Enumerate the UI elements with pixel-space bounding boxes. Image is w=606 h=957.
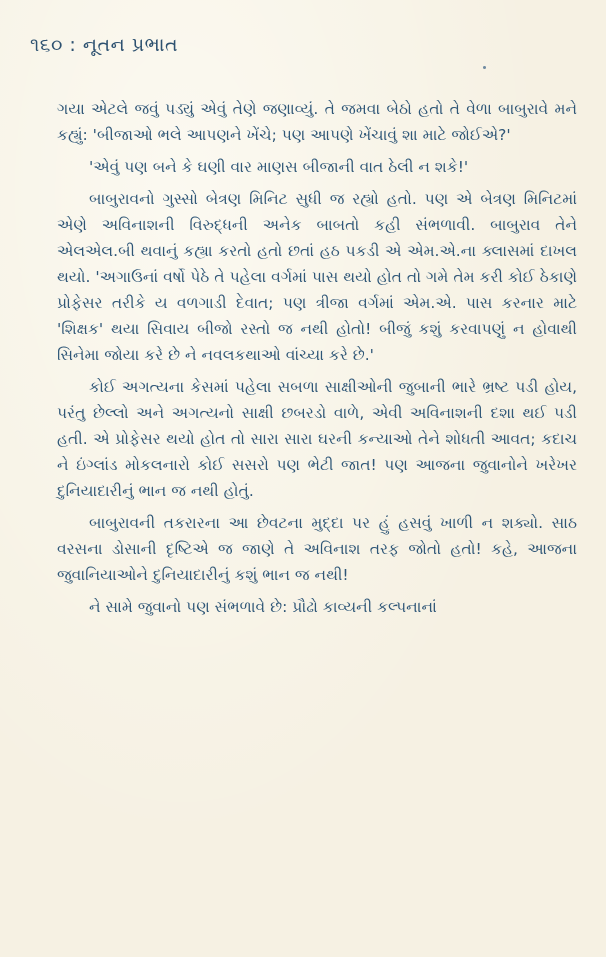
- print-speck: [483, 66, 486, 69]
- paragraph: ગયા એટલે જવું પડ્યું એવું તેણે જણાવ્યું. તે જમવા બેઠો હતો તે વેળા બાબુરાવે મને કહ્યું: 'બીજાઓ ભલે આપણને ખેંચે; પણ આપણે ખેંચાવું શા માટે જોઈએ?': [57, 100, 577, 144]
- body-text: [57, 96, 577, 626]
- paragraph: બાબુરાવનો ગુસ્સો બેત્રણ મિનિટ સુધી જ રહ્યો હતો. પણ એ બેત્રણ મિનિટમાં એણે અવિનાશની વિરુદ્ધની અનેક બાબતો કહી સંભળાવી. બાબુરાવ તેને એલએલ.બી થવાનું કહ્યા કરતો હતો છતાં હઠ પકડી એ એમ.એ.ના ક્લાસમાં દાખલ થયો. 'અગાઉનાં વર્ષો પેઠે તે પહેલા વર્ગમાં પાસ થયો હોત તો ગમે તેમ કરી કોઈ ઠેકાણે પ્રોફેસર તરીકે ય વળગાડી દેવાત; પણ ત્રીજા વર્ગમાં એમ.એ. પાસ કરનાર માટે 'શિક્ષક' થયા સિવાય બીજો રસ્તો જ નથી હોતો! બીજું કશું કરવાપણું ન હોવાથી સિનેમા જોયા કરે છે ને નવલકથાઓ વાંચ્યા કરે છે.': [57, 190, 577, 364]
- paragraph: બાબુરાવની તકરારના આ છેવટના મુદ્દા પર હું હસવું ખાળી ન શક્યો. સાઠ વરસના ડોસાની દૃષ્ટિએ જ જાણે તે અવિનાશ તરફ જોતો હતો! કહે, આજના જુવાનિયાઓને દુનિયાદારીનું કશું ભાન જ નથી!: [57, 514, 577, 584]
- running-head: ૧૬૦ : નૂતન પ્રભાત: [30, 34, 179, 56]
- paragraph: કોઈ અગત્યના કેસમાં પહેલા સબળા સાક્ષીઓની જુબાની ભારે ભ્રષ્ટ પડી હોય, પરંતુ છેલ્લો અને અગત્યનો સાક્ષી છબરડો વાળે, એવી અવિનાશની દશા થઈ પડી હતી. એ પ્રોફેસર થયો હોત તો સારા સારા ઘરની કન્યાઓ તેને શોધતી આવત; કદાચ ને ઇંગ્લાંડ મોકલનારો કોઈ સસરો પણ ભેટી જાત! પણ આજના જુવાનોને ખરેખર દુનિયાદારીનું ભાન જ નથી હોતું.: [57, 378, 577, 500]
- paragraph: ને સામે જુવાનો પણ સંભળાવે છે: પ્રૌઢો કાવ્યની કલ્પનાનાં: [89, 598, 437, 616]
- paragraph: 'એવું પણ બને કે ઘણી વાર માણસ બીજાની વાત ઠેલી ન શકે!': [89, 158, 469, 176]
